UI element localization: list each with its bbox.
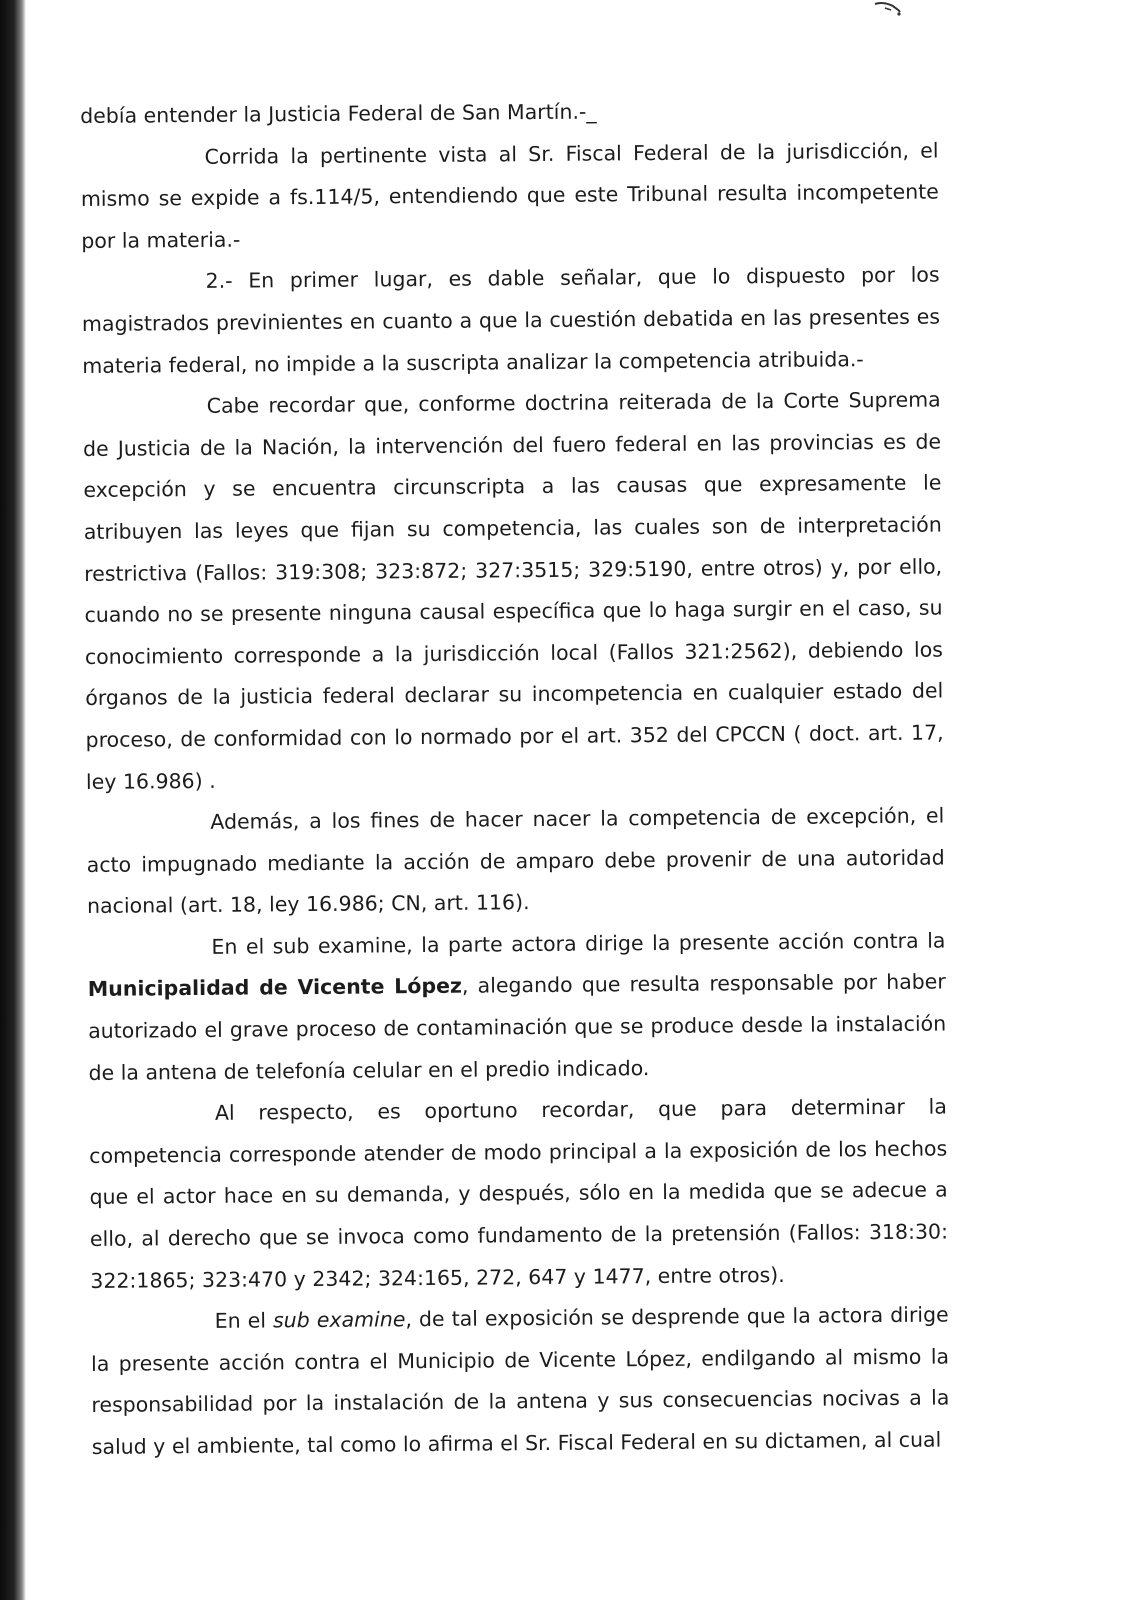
paragraph-4: Cabe recordar que, conforme doctrina reiterada de la Corte Suprema de Justicia de la Nación, la intervención del fuero federal en las provincias es de excepción y se encuentra circunscripta a las causas que expresamente le atribuyen las leyes que fijan su competencia, las cuales son de interpretación restrictiva (Fallos: 319:308; 323:872; 327:3515; 329:5190, entre otros) y, por ello, cuando no se presente ninguna causal específica que lo haga surgir en el caso, su conocimiento corresponde a la jurisdicción local (Fallos 321:2562), debiendo los órganos de la justicia federal declarar su incompetencia en cualquier estado del proceso, de conformidad con lo normado por el art. 352 del CPCCN ( doct. art. 17, ley 16.986) . [82, 387, 944, 794]
paragraph-6 [87, 920, 946, 1094]
paragraph-2: Corrida la pertinente vista al Sr. Fiscal Federal de la jurisdicción, el mismo se expide a fs.114/5, entendiendo que este Tribunal resulta incompetente por la materia.- [80, 138, 939, 253]
scan-edge-shadow [0, 0, 26, 1600]
paragraph-1: debía entender la Justicia Federal de San Martín.-_ [80, 99, 597, 128]
document-body [80, 89, 950, 1469]
paragraph-6-text-start: En el sub examine, la parte actora dirige la presente acción contra la [211, 928, 946, 959]
paragraph-3: 2.- En primer lugar, es dable señalar, que lo dispuesto por los magistrados previnientes en cuanto a que la cuestión debatida en las presentes es materia federal, no impide a la suscripta analizar la competencia atribuida.- [81, 262, 941, 378]
latin-term: sub examine [272, 1307, 406, 1333]
paragraph-5: Además, a los fines de hacer nacer la competencia de excepción, el acto impugnado mediante la acción de amparo debe provenir de una autoridad nacional (art. 18, ley 16.986; CN, art. 116). [86, 803, 945, 919]
paragraph-8-text-end: , de tal exposición se desprende que la actora dirige la presente acción contra el Municipio de Vicente López, endilgando al mismo la responsabilidad por la instalación de la antena y sus consecuencias nocivas a la salud y el ambiente, tal como lo afirma el Sr. Fiscal Federal en su dictamen, al cual [90, 1302, 950, 1459]
municipality-name: Municipalidad de Vicente López [87, 974, 463, 1002]
ink-mark [873, 0, 903, 18]
paragraph-8-text-start: En el [214, 1308, 274, 1334]
paragraph-8 [91, 1295, 950, 1469]
paragraph-6-text-end: , alegando que resulta responsable por haber autorizado el grave proceso de contaminación que se produce desde la instalación de la antena de telefonía celular en el predio indicado. [88, 969, 947, 1085]
paragraph-7: Al respecto, es oportuno recordar, que para determinar la competencia corresponde atender de modo principal a la exposición de los hechos que el actor hace en su demanda, y después, sólo en la medida que se adecue a ello, al derecho que se invoca como fundamento de la pretensión (Fallos: 318:30: 322:1865; 323:470 y 2342; 324:165, 272, 647 y 1477, entre otros). [89, 1094, 949, 1293]
